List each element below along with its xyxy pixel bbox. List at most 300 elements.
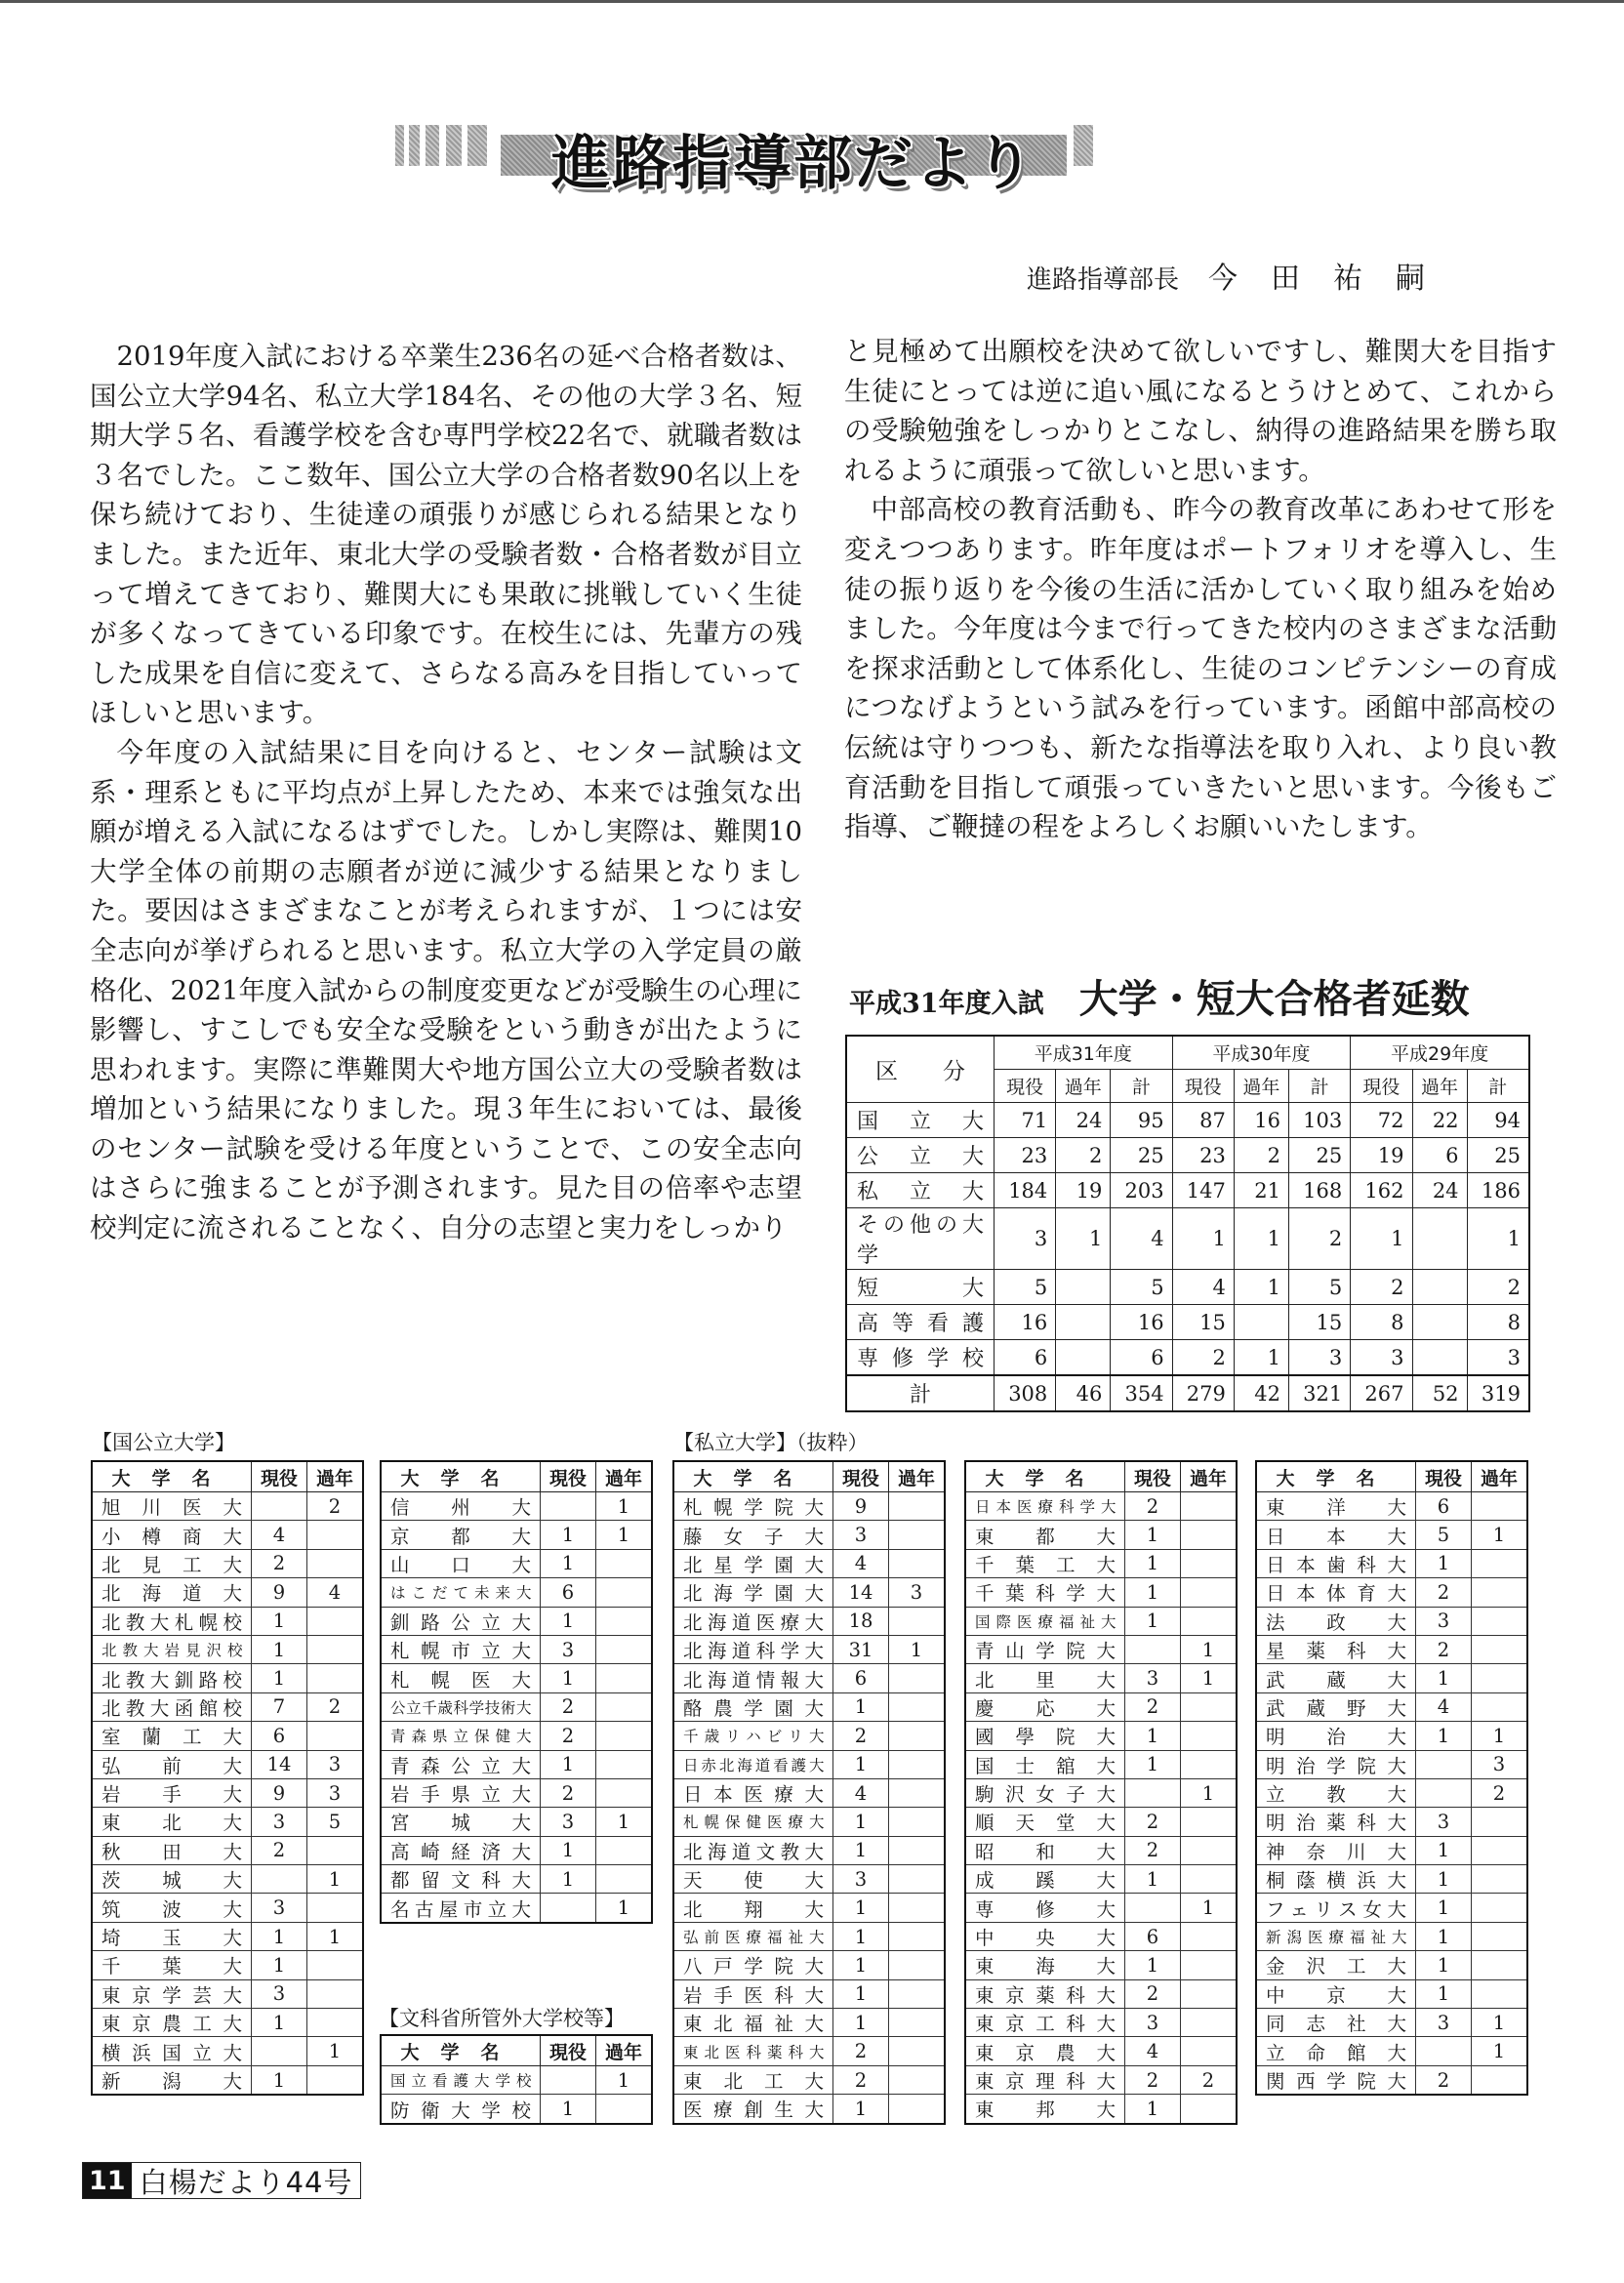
value-cell: 168 [1288, 1173, 1350, 1208]
university-name: 東京学芸大 [92, 1979, 252, 2008]
university-name: 金沢工大 [1256, 1951, 1416, 1979]
past-count [889, 1922, 946, 1950]
table-row [92, 1607, 363, 1635]
value-cell: 4 [1172, 1270, 1234, 1305]
value-cell: 23 [1172, 1138, 1234, 1173]
name-header: 大学名 [381, 1461, 541, 1492]
current-count: 1 [1416, 1865, 1472, 1894]
current-count: 1 [1125, 1578, 1181, 1607]
title-banner [395, 125, 1098, 198]
past-count: 1 [596, 1492, 653, 1521]
past-count [1181, 1722, 1238, 1750]
summary-row [846, 1375, 1529, 1411]
table-row [381, 1521, 652, 1549]
table-row [673, 2037, 945, 2065]
value-cell [1056, 1305, 1111, 1340]
name-header: 大学名 [673, 1461, 833, 1492]
current-count: 2 [1416, 1635, 1472, 1663]
name-header: 大学名 [965, 1461, 1125, 1492]
author-role: 進路指導部長 [1027, 265, 1180, 295]
paragraph: と見極めて出願校を決めて欲しいですし、難関大を目指す生徒にとっては逆に追い風になるとうけとめて、これからの受験勉強をしっかりとこなし、納得の進路結果を勝ち取れるように頑張って欲しいと思います。 [844, 336, 1557, 486]
table-row [92, 1750, 363, 1778]
past-count [889, 1607, 946, 1635]
summary-title: 大学・短大合格者延数 [1078, 976, 1470, 1022]
university-name: 日本大 [1256, 1521, 1416, 1549]
table-row [381, 1894, 652, 1923]
table-row [673, 1664, 945, 1692]
past-count [596, 1635, 653, 1663]
year-header: 平成31年度 [995, 1036, 1173, 1070]
past-count: 1 [307, 1922, 364, 1950]
value-cell: 267 [1351, 1375, 1412, 1411]
current-count: 1 [833, 1750, 889, 1778]
subcol-header: 計 [1467, 1070, 1529, 1103]
university-name: 日本体育大 [1256, 1578, 1416, 1607]
past-count: 1 [1181, 1664, 1238, 1692]
current-count: 3 [1416, 1808, 1472, 1836]
university-name: 新潟大 [92, 2065, 252, 2095]
university-name: 国士舘大 [965, 1750, 1125, 1778]
row-label: 私立大 [846, 1173, 995, 1208]
current-count: 1 [833, 1951, 889, 1979]
current-count: 4 [833, 1778, 889, 1807]
table-row [92, 1778, 363, 1807]
current-count: 2 [833, 2037, 889, 2065]
past-count [889, 2009, 946, 2037]
past-count: 5 [307, 1808, 364, 1836]
past-count [307, 2009, 364, 2037]
table-row [1256, 1979, 1527, 2008]
table-row [1256, 1836, 1527, 1864]
current-count: 6 [833, 1664, 889, 1692]
value-cell: 308 [995, 1375, 1056, 1411]
table-row [381, 1750, 652, 1778]
current-count: 2 [833, 1722, 889, 1750]
past-count [1472, 1808, 1528, 1836]
past-count [889, 2037, 946, 2065]
section-label-other: 【文科省所管外大学校等】 [379, 2007, 625, 2030]
past-count [1181, 1578, 1238, 1607]
current-header: 現役 [1416, 1461, 1472, 1492]
university-name: 昭和大 [965, 1836, 1125, 1864]
current-count: 1 [541, 1836, 596, 1864]
current-count [252, 1492, 307, 1521]
past-count: 1 [889, 1635, 946, 1663]
university-name: 名古屋市立大 [381, 1894, 541, 1923]
table-row [92, 1521, 363, 1549]
past-count [1181, 2037, 1238, 2065]
current-count [252, 2037, 307, 2065]
page-footer [82, 2162, 361, 2199]
past-count [1181, 1521, 1238, 1549]
author-line [1027, 254, 1458, 297]
value-cell: 22 [1412, 1103, 1467, 1138]
private-table-1 [672, 1460, 946, 2125]
current-count: 1 [1125, 2095, 1181, 2124]
current-count: 5 [1416, 1521, 1472, 1549]
past-count [596, 1865, 653, 1894]
university-name: 青山学院大 [965, 1635, 1125, 1663]
table-row [92, 2065, 363, 2095]
past-count: 2 [1472, 1778, 1528, 1807]
value-cell: 279 [1172, 1375, 1234, 1411]
university-name: 青森公立大 [381, 1750, 541, 1778]
past-count [596, 1607, 653, 1635]
university-name: 桐蔭横浜大 [1256, 1865, 1416, 1894]
table-row [965, 2095, 1237, 2124]
past-count [1472, 1492, 1528, 1521]
past-count [889, 1722, 946, 1750]
current-count: 2 [541, 1778, 596, 1807]
value-cell: 3 [1351, 1340, 1412, 1376]
past-count [1472, 1635, 1528, 1663]
current-count: 1 [541, 1865, 596, 1894]
current-count: 6 [252, 1722, 307, 1750]
past-count: 2 [307, 1692, 364, 1721]
value-cell: 1 [1172, 1208, 1234, 1270]
value-cell: 1 [1351, 1208, 1412, 1270]
value-cell: 203 [1111, 1173, 1172, 1208]
table-header-row [673, 1461, 945, 1492]
university-name: 専修大 [965, 1894, 1125, 1922]
table-row [1256, 1578, 1527, 1607]
current-count: 4 [252, 1521, 307, 1549]
past-header: 過年 [1181, 1461, 1238, 1492]
past-count [1472, 1979, 1528, 2008]
row-label: 高等看護 [846, 1305, 995, 1340]
university-name: 千葉大 [92, 1951, 252, 1979]
subcol-header: 現役 [1172, 1070, 1234, 1103]
table-row [965, 1979, 1237, 2008]
table-row [92, 1664, 363, 1692]
past-count [1181, 1836, 1238, 1864]
university-name: 国際医療福祉大 [965, 1607, 1125, 1635]
university-name: 山口大 [381, 1549, 541, 1577]
current-count: 1 [252, 1922, 307, 1950]
university-name: 北星学園大 [673, 1549, 833, 1577]
national-table-1 [91, 1460, 364, 2096]
table-row [381, 1578, 652, 1607]
university-name: 駒沢女子大 [965, 1778, 1125, 1807]
value-cell: 1 [1234, 1270, 1288, 1305]
current-count: 1 [1416, 1922, 1472, 1950]
past-count: 3 [307, 1750, 364, 1778]
current-count [1125, 1778, 1181, 1807]
current-count: 1 [1125, 1865, 1181, 1894]
table-header-row [92, 1461, 363, 1492]
current-count: 1 [833, 1836, 889, 1864]
university-name: 千葉工大 [965, 1549, 1125, 1577]
row-label: 短大 [846, 1270, 995, 1305]
value-cell: 16 [995, 1305, 1056, 1340]
past-count: 2 [1181, 2065, 1238, 2094]
table-row [1256, 1808, 1527, 1836]
current-count: 3 [252, 1808, 307, 1836]
university-name: 立命館大 [1256, 2037, 1416, 2065]
table-row [673, 1521, 945, 1549]
table-row [965, 1894, 1237, 1922]
current-count: 1 [1416, 1722, 1472, 1750]
university-name: はこだて未来大 [381, 1578, 541, 1607]
section-label-private: 【私立大学】（抜粋） [673, 1431, 869, 1454]
table-row [92, 1951, 363, 1979]
table-row [92, 1808, 363, 1836]
summary-row [846, 1173, 1529, 1208]
university-name: 北見工大 [92, 1549, 252, 1577]
current-count: 3 [1125, 2009, 1181, 2037]
current-count: 2 [1125, 1979, 1181, 2008]
past-count [1181, 1607, 1238, 1635]
table-row [673, 1808, 945, 1836]
table-header-row [381, 2035, 652, 2066]
value-cell: 8 [1467, 1305, 1529, 1340]
university-name: 武蔵野大 [1256, 1692, 1416, 1721]
value-cell: 1 [1234, 1208, 1288, 1270]
table-row [381, 1692, 652, 1721]
past-count [889, 1664, 946, 1692]
university-name: 星薬科大 [1256, 1635, 1416, 1663]
university-name: 慶応大 [965, 1692, 1125, 1721]
current-count: 1 [1416, 1549, 1472, 1577]
university-name: 新潟医療福祉大 [1256, 1922, 1416, 1950]
past-count [307, 1635, 364, 1663]
current-count: 1 [252, 1664, 307, 1692]
value-cell: 6 [1412, 1138, 1467, 1173]
value-cell: 25 [1288, 1138, 1350, 1173]
value-cell: 2 [1172, 1340, 1234, 1376]
current-count: 2 [1416, 1578, 1472, 1607]
past-header: 過年 [596, 1461, 653, 1492]
value-cell: 5 [995, 1270, 1056, 1305]
current-count: 3 [833, 1865, 889, 1894]
current-count: 1 [833, 1692, 889, 1721]
university-name: 都留文科大 [381, 1865, 541, 1894]
current-count: 1 [1125, 1549, 1181, 1577]
value-cell: 23 [995, 1138, 1056, 1173]
current-count: 4 [1416, 1692, 1472, 1721]
table-row [673, 1922, 945, 1950]
current-count: 3 [1416, 1607, 1472, 1635]
current-count: 1 [1125, 1607, 1181, 1635]
past-count [596, 2095, 653, 2124]
past-count [1181, 1922, 1238, 1950]
year-header: 平成30年度 [1172, 1036, 1351, 1070]
table-row [381, 2095, 652, 2124]
subcol-header: 現役 [995, 1070, 1056, 1103]
value-cell: 2 [1467, 1270, 1529, 1305]
past-count [1181, 2009, 1238, 2037]
current-count: 2 [1125, 1492, 1181, 1521]
past-count [307, 1951, 364, 1979]
university-name: 北里大 [965, 1664, 1125, 1692]
table-row [965, 2009, 1237, 2037]
table-row [673, 1492, 945, 1521]
current-count: 3 [252, 1979, 307, 2008]
table-row [965, 1865, 1237, 1894]
table-row [381, 1664, 652, 1692]
table-row [965, 1836, 1237, 1864]
past-count [889, 1894, 946, 1922]
university-name: 日本医療科学大 [965, 1492, 1125, 1521]
section-label-national: 【国公立大学】 [92, 1431, 235, 1454]
past-count: 1 [596, 2066, 653, 2095]
past-count [1181, 2095, 1238, 2124]
past-count: 1 [1181, 1778, 1238, 1807]
table-row [1256, 1750, 1527, 1778]
paragraph: 今年度の入試結果に目を向けると、センター試験は文系・理系ともに平均点が上昇したため、本来では強気な出願が増える入試になるはずでした。しかし実際は、難関10大学全体の前期の志願者が逆に減少する結果となりました。要因はさまざまなことが考えられますが、１つには安全志向が挙げられると思います。私立大学の入学定員の厳格化、2021年度入試からの制度変更などが受験生の心理に影響し、すこしでも安全な受験をという動きが出たように思われます。実際に準難関大や地方国公立大の受験者数は増加という結果になりました。現３年生においては、最後のセンター試験を受ける年度ということで、この安全志向はさらに強まることが予測されます。見た目の倍率や志望校判定に流されることなく、自分の志望と実力をしっかり [90, 736, 802, 1244]
value-cell: 3 [995, 1208, 1056, 1270]
university-name: 札幌学院大 [673, 1492, 833, 1521]
value-cell [1056, 1340, 1111, 1376]
summary-heading [849, 968, 1470, 1024]
banner-stripe [467, 125, 487, 166]
publication-name: 白楊だより44号 [139, 2165, 353, 2199]
past-header: 過年 [307, 1461, 364, 1492]
past-count [1472, 1692, 1528, 1721]
table-row [1256, 1922, 1527, 1950]
university-name: 公立千歳科学技術大 [381, 1692, 541, 1721]
table-row [1256, 1492, 1527, 1521]
current-count: 3 [252, 1894, 307, 1922]
value-cell: 319 [1467, 1375, 1529, 1411]
table-row [1256, 1951, 1527, 1979]
table-row [1256, 1549, 1527, 1577]
value-cell: 5 [1111, 1270, 1172, 1305]
banner-stripe [395, 125, 404, 166]
table-row [92, 1492, 363, 1521]
summary-table [845, 1035, 1530, 1412]
table-row [965, 1808, 1237, 1836]
university-name: 北翔大 [673, 1894, 833, 1922]
past-count: 1 [596, 1521, 653, 1549]
past-count [1472, 1607, 1528, 1635]
value-cell: 5 [1288, 1270, 1350, 1305]
table-row [965, 1750, 1237, 1778]
current-count: 1 [252, 1607, 307, 1635]
current-count [252, 1865, 307, 1894]
university-name: 札幌市立大 [381, 1635, 541, 1663]
table-row [1256, 1722, 1527, 1750]
past-count: 1 [1472, 2037, 1528, 2065]
past-count [596, 1722, 653, 1750]
value-cell: 103 [1288, 1103, 1350, 1138]
university-name: 法政大 [1256, 1607, 1416, 1635]
past-count [889, 2095, 946, 2124]
current-count: 31 [833, 1635, 889, 1663]
past-count [889, 1692, 946, 1721]
table-row [965, 1722, 1237, 1750]
summary-subtitle: 平成31年度入試 [849, 989, 1044, 1019]
other-table [380, 2034, 653, 2125]
current-count: 9 [252, 1778, 307, 1807]
past-count [1181, 1951, 1238, 1979]
table-row [673, 1692, 945, 1721]
table-row [673, 2095, 945, 2124]
current-count: 1 [833, 1922, 889, 1950]
current-count: 3 [833, 1521, 889, 1549]
past-header: 過年 [1472, 1461, 1528, 1492]
value-cell: 16 [1234, 1103, 1288, 1138]
table-row [673, 2009, 945, 2037]
current-count: 2 [1416, 2065, 1472, 2095]
value-cell: 1 [1056, 1208, 1111, 1270]
university-name: 北海道大 [92, 1578, 252, 1607]
university-name: 同志社大 [1256, 2009, 1416, 2037]
past-count: 1 [596, 1808, 653, 1836]
university-name: 高崎経済大 [381, 1836, 541, 1864]
current-count: 1 [541, 1521, 596, 1549]
university-name: 岩手大 [92, 1778, 252, 1807]
current-count: 1 [252, 1635, 307, 1663]
current-count: 1 [1416, 1979, 1472, 2008]
university-name: 天使大 [673, 1865, 833, 1894]
current-count: 18 [833, 1607, 889, 1635]
value-cell: 71 [995, 1103, 1056, 1138]
university-name: 弘前大 [92, 1750, 252, 1778]
current-count: 1 [1416, 1951, 1472, 1979]
past-count: 1 [1181, 1635, 1238, 1663]
current-count: 9 [833, 1492, 889, 1521]
value-cell [1412, 1340, 1467, 1376]
table-row [1256, 2065, 1527, 2095]
current-count: 1 [1125, 1750, 1181, 1778]
author-name: 今田祐嗣 [1208, 262, 1459, 296]
table-header-row [965, 1461, 1237, 1492]
university-name: 東京工科大 [965, 2009, 1125, 2037]
past-count [596, 1836, 653, 1864]
table-row [92, 1692, 363, 1721]
value-cell: 72 [1351, 1103, 1412, 1138]
past-count [307, 1836, 364, 1864]
current-count: 2 [252, 1549, 307, 1577]
table-row [965, 1692, 1237, 1721]
current-count: 2 [1125, 2065, 1181, 2094]
banner-stripe [409, 125, 420, 166]
table-row [381, 2066, 652, 2095]
value-cell: 3 [1467, 1340, 1529, 1376]
university-name: 関西学院大 [1256, 2065, 1416, 2095]
current-count: 9 [252, 1578, 307, 1607]
value-cell: 52 [1412, 1375, 1467, 1411]
past-count: 3 [307, 1778, 364, 1807]
current-count: 1 [833, 2009, 889, 2037]
university-name: 東北福祉大 [673, 2009, 833, 2037]
value-cell: 4 [1111, 1208, 1172, 1270]
past-count [889, 1865, 946, 1894]
current-count: 2 [541, 1692, 596, 1721]
current-count: 2 [252, 1836, 307, 1864]
past-count: 1 [1181, 1894, 1238, 1922]
current-count: 4 [833, 1549, 889, 1577]
table-row [1256, 1894, 1527, 1922]
table-row [965, 1778, 1237, 1807]
past-count [596, 1750, 653, 1778]
table-row [673, 1894, 945, 1922]
current-count: 3 [541, 1808, 596, 1836]
university-name: 弘前医療福祉大 [673, 1922, 833, 1950]
university-name: 藤女子大 [673, 1521, 833, 1549]
university-name: 国立看護大学校 [381, 2066, 541, 2095]
table-row [965, 2065, 1237, 2094]
current-count: 1 [1416, 1894, 1472, 1922]
value-cell: 1 [1234, 1340, 1288, 1376]
university-name: 神奈川大 [1256, 1836, 1416, 1864]
university-name: 日赤北海道看護大 [673, 1750, 833, 1778]
value-cell: 2 [1288, 1208, 1350, 1270]
table-row [965, 1664, 1237, 1692]
past-count [889, 1521, 946, 1549]
past-count [1472, 2065, 1528, 2095]
